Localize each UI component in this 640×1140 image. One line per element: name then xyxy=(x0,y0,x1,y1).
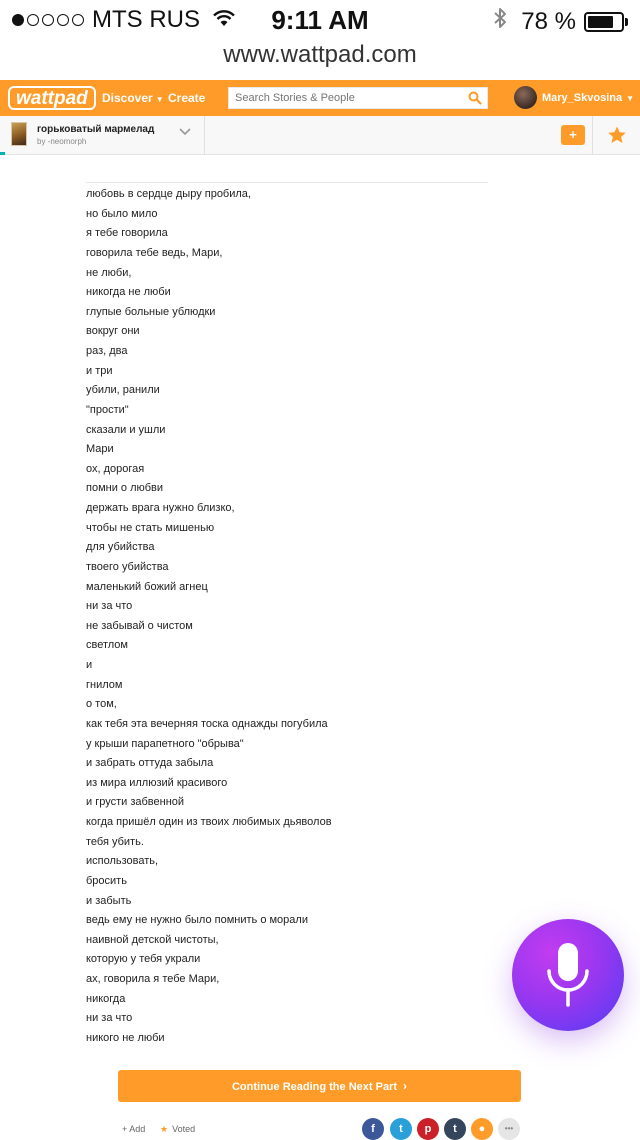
nav-discover[interactable] xyxy=(102,91,164,105)
story-line: тебя убить. xyxy=(86,835,144,848)
continue-reading-button[interactable] xyxy=(118,1070,521,1102)
add-to-library-button[interactable]: + xyxy=(561,125,585,145)
battery-cap xyxy=(625,18,628,26)
story-line: и забыть xyxy=(86,894,132,907)
divider xyxy=(204,116,205,154)
vote-star-icon[interactable] xyxy=(607,125,627,145)
battery-icon xyxy=(584,12,624,32)
story-line: когда пришёл один из твоих любимых дьяволов xyxy=(86,816,332,828)
tumblr-icon[interactable]: t xyxy=(444,1118,466,1140)
story-bar xyxy=(0,116,640,155)
story-cover[interactable] xyxy=(11,122,27,146)
star-icon: ★ xyxy=(160,1124,169,1134)
story-line: и xyxy=(86,659,93,671)
story-line: я тебе говорила xyxy=(86,227,168,240)
facebook-icon[interactable]: f xyxy=(362,1118,384,1140)
reading-progress-bar xyxy=(0,152,5,155)
wattpad-logo[interactable]: wattpad xyxy=(8,86,96,110)
divider xyxy=(86,182,488,183)
pinterest-icon[interactable]: p xyxy=(417,1118,439,1140)
continue-reading-label: Continue Reading the Next Part xyxy=(231,1081,398,1093)
story-line: ни за что xyxy=(86,600,133,613)
story-line: чтобы не стать мишенью xyxy=(86,521,215,534)
chevron-down-icon: ▼ xyxy=(626,94,635,103)
story-line: для убийства xyxy=(86,541,155,554)
avatar[interactable] xyxy=(514,86,537,109)
search-box xyxy=(228,87,488,109)
story-line: никогда xyxy=(86,992,126,1005)
user-icon[interactable]: ● xyxy=(471,1118,493,1140)
story-line: вокруг они xyxy=(86,325,140,338)
add-button[interactable]: + Add xyxy=(122,1124,146,1134)
nav-discover-label: Discover xyxy=(102,91,153,105)
story-text xyxy=(86,185,506,1049)
story-line: не забывай о чистом xyxy=(86,619,193,632)
story-line: о том, xyxy=(86,698,117,711)
story-line: Мари xyxy=(86,443,114,456)
story-line: из мира иллюзий красивого xyxy=(86,776,228,789)
status-bar xyxy=(0,0,640,40)
story-line: использовать, xyxy=(86,855,159,868)
story-line: говорила тебе ведь, Мари, xyxy=(86,246,223,259)
story-line: но было мило xyxy=(86,207,158,220)
twitter-icon[interactable]: t xyxy=(390,1118,412,1140)
clock: 9:11 AM xyxy=(271,5,369,35)
story-line: помни о любви xyxy=(86,482,164,495)
story-line: гнилом xyxy=(86,678,123,691)
chevron-down-icon: ▼ xyxy=(155,95,164,104)
story-line: твоего убийства xyxy=(86,560,169,573)
story-line: убили, ранили xyxy=(86,384,160,397)
story-line: раз, два xyxy=(86,345,128,357)
username: Mary_Skvosina xyxy=(542,92,623,104)
story-line: светлом xyxy=(86,639,128,652)
status-right xyxy=(493,6,628,37)
microphone-icon xyxy=(545,941,591,1009)
divider xyxy=(592,116,593,154)
story-line: и три xyxy=(86,364,113,377)
story-line: никогда не люби xyxy=(86,286,171,299)
user-menu[interactable] xyxy=(542,92,634,104)
story-title[interactable]: горьковатый мармелад xyxy=(37,124,155,135)
siri-microphone-button[interactable] xyxy=(512,919,624,1031)
story-line: ведь ему не нужно было помнить о морали xyxy=(86,914,308,927)
story-line: как тебя эта вечерняя тоска однажды погубила xyxy=(86,717,328,730)
story-line: маленький божий агнец xyxy=(86,580,208,593)
story-line: держать врага нужно близко, xyxy=(86,502,235,514)
story-line: ни за что xyxy=(86,1012,133,1025)
more-icon[interactable]: ••• xyxy=(498,1118,520,1140)
search-input[interactable] xyxy=(235,90,460,106)
story-line: у крыши парапетного "обрыва" xyxy=(86,737,244,750)
battery-percent: 78 % xyxy=(521,7,576,35)
story-line: не люби, xyxy=(86,266,132,279)
story-author[interactable]: by -neomorph xyxy=(37,137,87,146)
story-line: которую у тебя украли xyxy=(86,953,201,966)
story-line: бросить xyxy=(86,874,127,887)
search-icon[interactable] xyxy=(468,91,482,110)
voted-button[interactable] xyxy=(160,1124,195,1135)
story-line: "прости" xyxy=(86,403,129,416)
story-line: ох, дорогая xyxy=(86,462,145,475)
story-line: ах, говорила я тебе Мари, xyxy=(86,973,220,985)
carrier-name: MTS RUS xyxy=(92,6,200,33)
story-line: наивной детской чистоты, xyxy=(86,933,219,946)
nav-create[interactable]: Create xyxy=(168,91,206,105)
chevron-down-icon[interactable] xyxy=(178,125,192,144)
battery-level xyxy=(588,16,613,28)
story-line: и грусти забвенной xyxy=(86,796,185,809)
chevron-right-icon: › xyxy=(403,1079,408,1093)
story-line: глупые больные ублюдки xyxy=(86,305,216,318)
bluetooth-icon xyxy=(493,6,507,37)
story-line: любовь в сердце дыру пробила, xyxy=(86,188,251,200)
address-bar[interactable]: www.wattpad.com xyxy=(223,41,417,68)
voted-label: Voted xyxy=(172,1124,196,1134)
story-line: и забрать оттуда забыла xyxy=(86,757,214,770)
story-line: никого не люби xyxy=(86,1031,165,1044)
story-line: сказали и ушли xyxy=(86,423,166,436)
